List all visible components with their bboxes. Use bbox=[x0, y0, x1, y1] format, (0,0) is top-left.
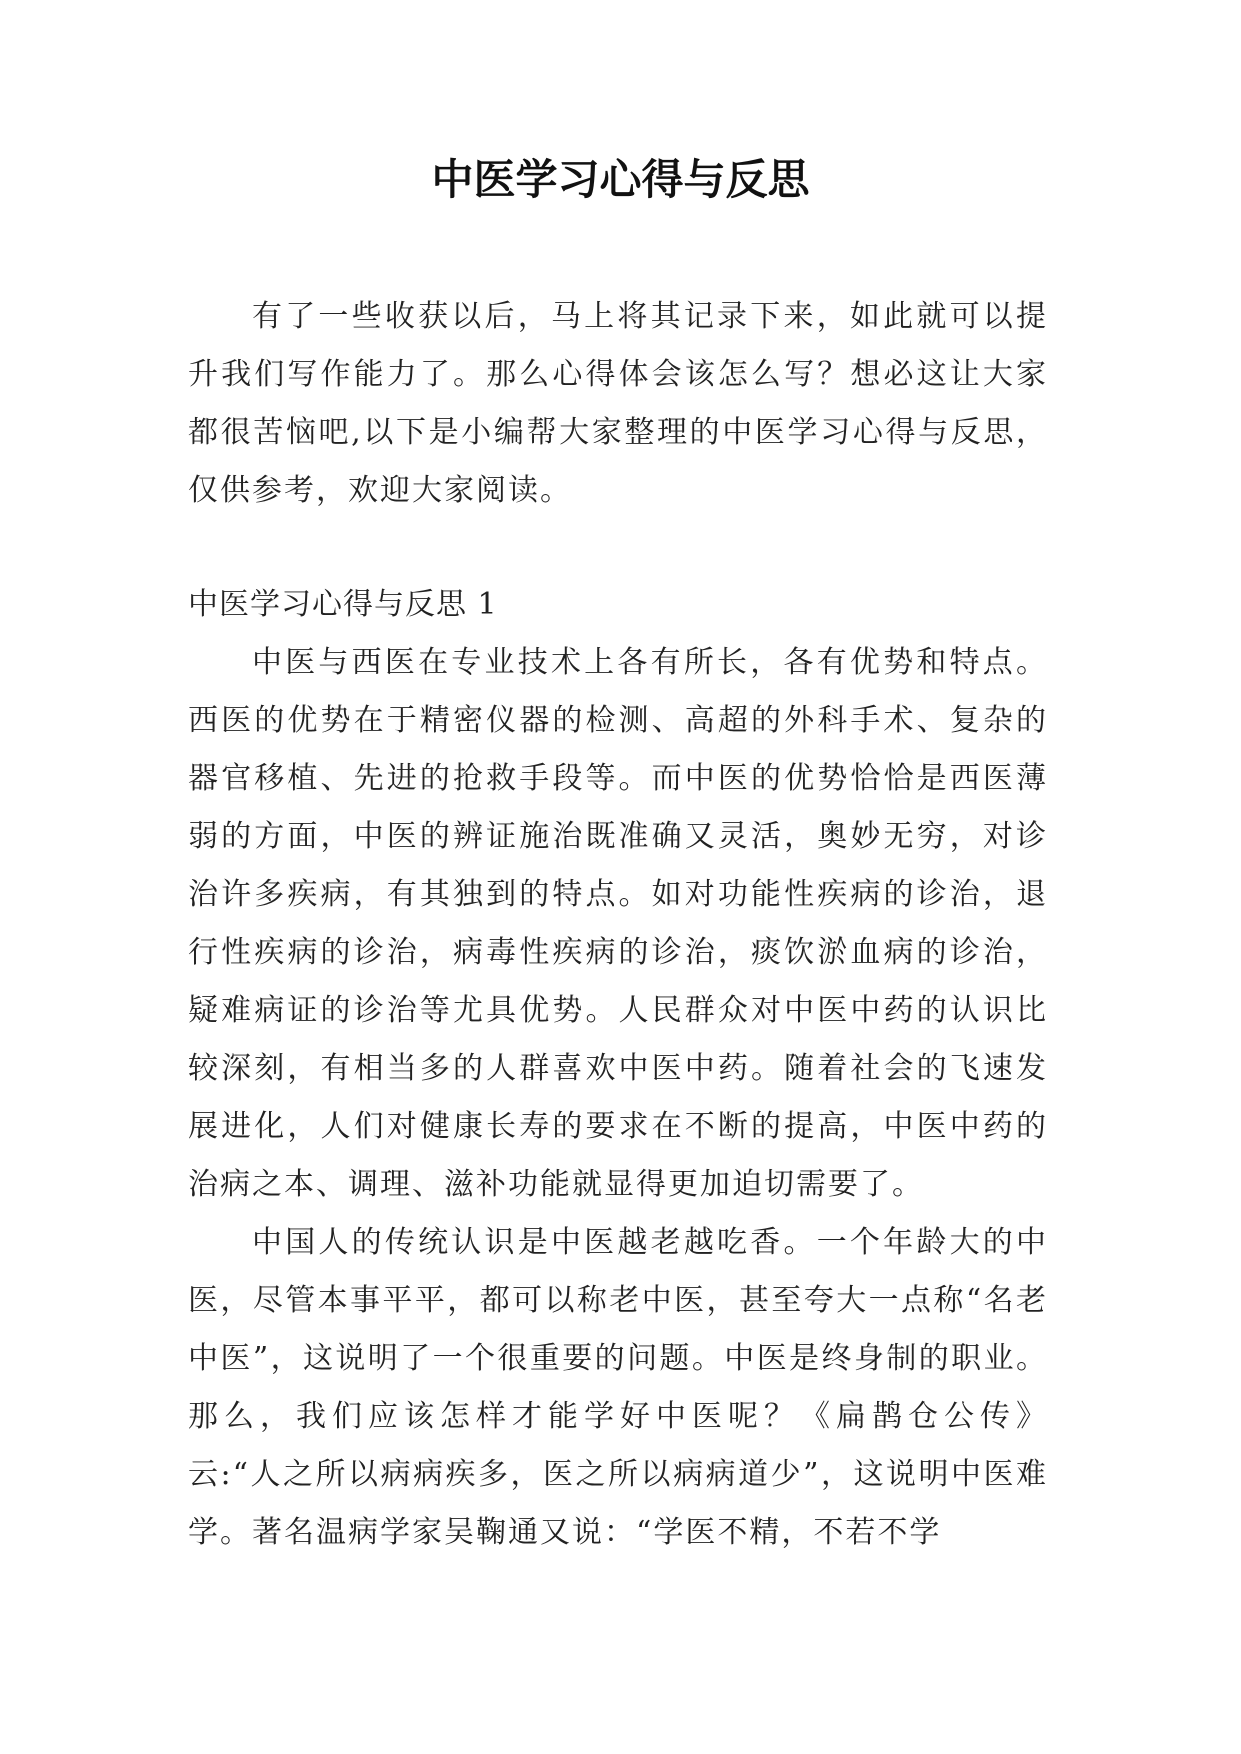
section-heading: 中医学习心得与反思 1 bbox=[188, 587, 498, 622]
section-paragraph: 中国人的传统认识是中医越老越吃香。一个年龄大的中医，尽管本事平平，都可以称老中医，甚至夸大一点称“名老中医”，这说明了一个很重要的问题。中医是终身制的职业。那么，我们应该怎样才能学好中医呢？《扁鹊仓公传》云:“人之所以病病疾多，医之所以病病道少”，这说明中医难学。著名温病学家吴鞠通又说：“学医不精，不若不学 bbox=[188, 1225, 1048, 1550]
intro-block bbox=[188, 288, 1048, 520]
document-title: 中医学习心得与反思 bbox=[431, 155, 810, 204]
section-1 bbox=[188, 576, 1048, 1562]
intro-paragraph: 有了一些收获以后，马上将其记录下来，如此就可以提升我们写作能力了。那么心得体会该怎么写？想必这让大家都很苦恼吧,以下是小编帮大家整理的中医学习心得与反思，仅供参考，欢迎大家阅读。 bbox=[188, 299, 1048, 508]
section-paragraph: 中医与西医在专业技术上各有所长，各有优势和特点。西医的优势在于精密仪器的检测、高超的外科手术、复杂的器官移植、先进的抢救手段等。而中医的优势恰恰是西医薄弱的方面，中医的辨证施治既准确又灵活，奥妙无穷，对诊治许多疾病，有其独到的特点。如对功能性疾病的诊治，退行性疾病的诊治，病毒性疾病的诊治，痰饮淤血病的诊治，疑难病证的诊治等尤具优势。人民群众对中医中药的认识比较深刻，有相当多的人群喜欢中医中药。随着社会的飞速发展进化，人们对健康长寿的要求在不断的提高，中医中药的治病之本、调理、滋补功能就显得更加迫切需要了。 bbox=[188, 645, 1048, 1202]
